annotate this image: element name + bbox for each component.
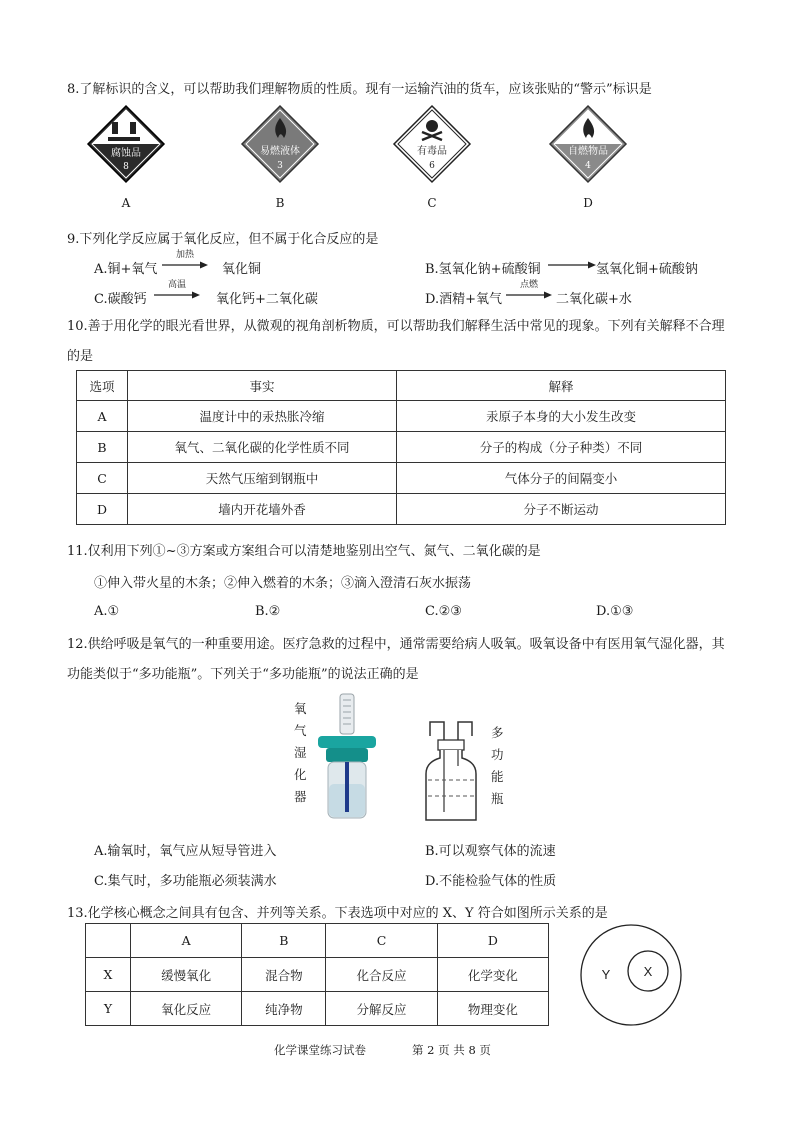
q10-header-option: 选项 xyxy=(77,371,128,401)
flammable-liquid-sign xyxy=(240,104,320,184)
q11-methods: ①伸入带火星的木条；②伸入燃着的木条；③滴入澄清石灰水振荡 xyxy=(94,576,472,591)
sign-letter-c: C xyxy=(427,196,437,210)
q10-table xyxy=(76,370,726,525)
q9-option-b-left: B.氢氧化钠+硫酸铜 xyxy=(425,262,541,277)
q9-option-b-arrow xyxy=(548,260,596,272)
humidifier-label: 氧 气 湿 化 器 xyxy=(294,701,307,804)
q12-option-a: A.输氧时，氧气应从短导管进入 xyxy=(94,844,277,859)
q9-option-c-right: 氧化钙+二氧化碳 xyxy=(216,292,318,307)
question-8-text: 8.了解标识的含义，可以帮助我们理解物质的性质。现有一运输汽油的货车，应该张贴的“警示”标识是 xyxy=(67,82,652,97)
sign-letter-d: D xyxy=(583,196,593,210)
q9-option-c-left: C.碳酸钙 xyxy=(94,292,147,307)
multifunction-bottle-image xyxy=(416,718,486,824)
q9-option-c-arrow: 高温 xyxy=(154,280,200,304)
spontaneous-combustion-sign xyxy=(548,104,628,184)
q9-option-d-right: 二氧化碳+水 xyxy=(556,292,632,307)
svg-text:4: 4 xyxy=(585,161,591,171)
q12-option-b: B.可以观察气体的流速 xyxy=(425,844,556,859)
spontaneous-combustion-sign-label: 自燃物品 xyxy=(568,146,608,157)
q10-header-explanation: 解释 xyxy=(397,371,726,401)
flammable-liquid-sign-label: 易燃液体 xyxy=(260,146,300,157)
question-12-text: 12.供给呼吸是氧气的一种重要用途。医疗急救的过程中，通常需要给病人吸氧。吸氧设备中有医用氧气湿化器，其功能类似于“多功能瓶”。下列关于“多功能瓶”的说法正确的是 xyxy=(67,637,725,682)
q9-option-a-left: A.铜+氧气 xyxy=(94,262,158,277)
question-11-text: 11.仅利用下列①~③方案或方案组合可以清楚地鉴别出空气、氮气、二氧化碳的是 xyxy=(67,544,541,559)
toxic-sign-label: 有毒品 xyxy=(417,146,447,157)
svg-text:3: 3 xyxy=(277,161,283,171)
q11-option-a: A.① xyxy=(94,604,120,619)
outer-circle-label: Y xyxy=(601,967,611,982)
q12-option-d: D.不能检验气体的性质 xyxy=(425,874,557,889)
q13-table: A B C D X 缓慢氧化 混合物 化合反应 化学变化 Y 氧化反应 纯净物 分解反应 物理变化 xyxy=(85,923,549,1026)
q9-option-d-left: D.酒精+氧气 xyxy=(425,292,502,307)
q11-option-d: D.①③ xyxy=(596,604,634,619)
q9-option-a-arrow: 加热 xyxy=(162,250,208,274)
table-row: X 缓慢氧化 混合物 化合反应 化学变化 xyxy=(86,958,549,992)
table-row: A 温度计中的汞热胀冷缩 汞原子本身的大小发生改变 xyxy=(77,401,726,432)
xy-relation-diagram xyxy=(578,922,684,1028)
footer-page-number: 第 2 页 共 8 页 xyxy=(412,1043,491,1057)
question-13-text: 13.化学核心概念之间具有包含、并列等关系。下表选项中对应的 X、Y 符合如图所示关系的是 xyxy=(67,906,608,921)
svg-text:6: 6 xyxy=(429,161,435,171)
multifunction-bottle-label: 多 功 能 瓶 xyxy=(491,725,504,806)
sign-letter-b: B xyxy=(275,196,285,210)
table-row: Y 氧化反应 纯净物 分解反应 物理变化 xyxy=(86,992,549,1026)
q9-option-b-right: 氢氧化铜+硫酸钠 xyxy=(596,262,698,277)
corrosive-sign-label: 腐蚀品 xyxy=(111,148,141,159)
table-row: B 氧气、二氧化碳的化学性质不同 分子的构成（分子种类）不同 xyxy=(77,432,726,463)
sign-letter-a: A xyxy=(121,196,131,210)
q9-option-d-arrow: 点燃 xyxy=(506,280,552,304)
footer-title: 化学课堂练习试卷 xyxy=(274,1043,366,1057)
table-row: C 天然气压缩到钢瓶中 气体分子的间隔变小 xyxy=(77,463,726,494)
toxic-sign xyxy=(392,104,472,184)
inner-circle-label: X xyxy=(643,964,653,979)
q12-option-c: C.集气时，多功能瓶必须装满水 xyxy=(94,874,277,889)
table-row: D 墙内开花墙外香 分子不断运动 xyxy=(77,494,726,525)
question-9-text: 9.下列化学反应属于氧化反应，但不属于化合反应的是 xyxy=(67,232,379,247)
corrosive-sign xyxy=(86,104,166,184)
question-10-text: 10.善于用化学的眼光看世界，从微观的视角剖析物质，可以帮助我们解释生活中常见的现象。下列有关解释不合理的是 xyxy=(67,319,725,364)
oxygen-humidifier-image xyxy=(314,692,380,822)
q11-option-c: C.②③ xyxy=(425,604,462,619)
svg-text:8: 8 xyxy=(123,162,129,172)
q11-option-b: B.② xyxy=(255,604,281,619)
q10-header-fact: 事实 xyxy=(128,371,397,401)
q9-option-a-right: 氧化铜 xyxy=(222,262,262,277)
